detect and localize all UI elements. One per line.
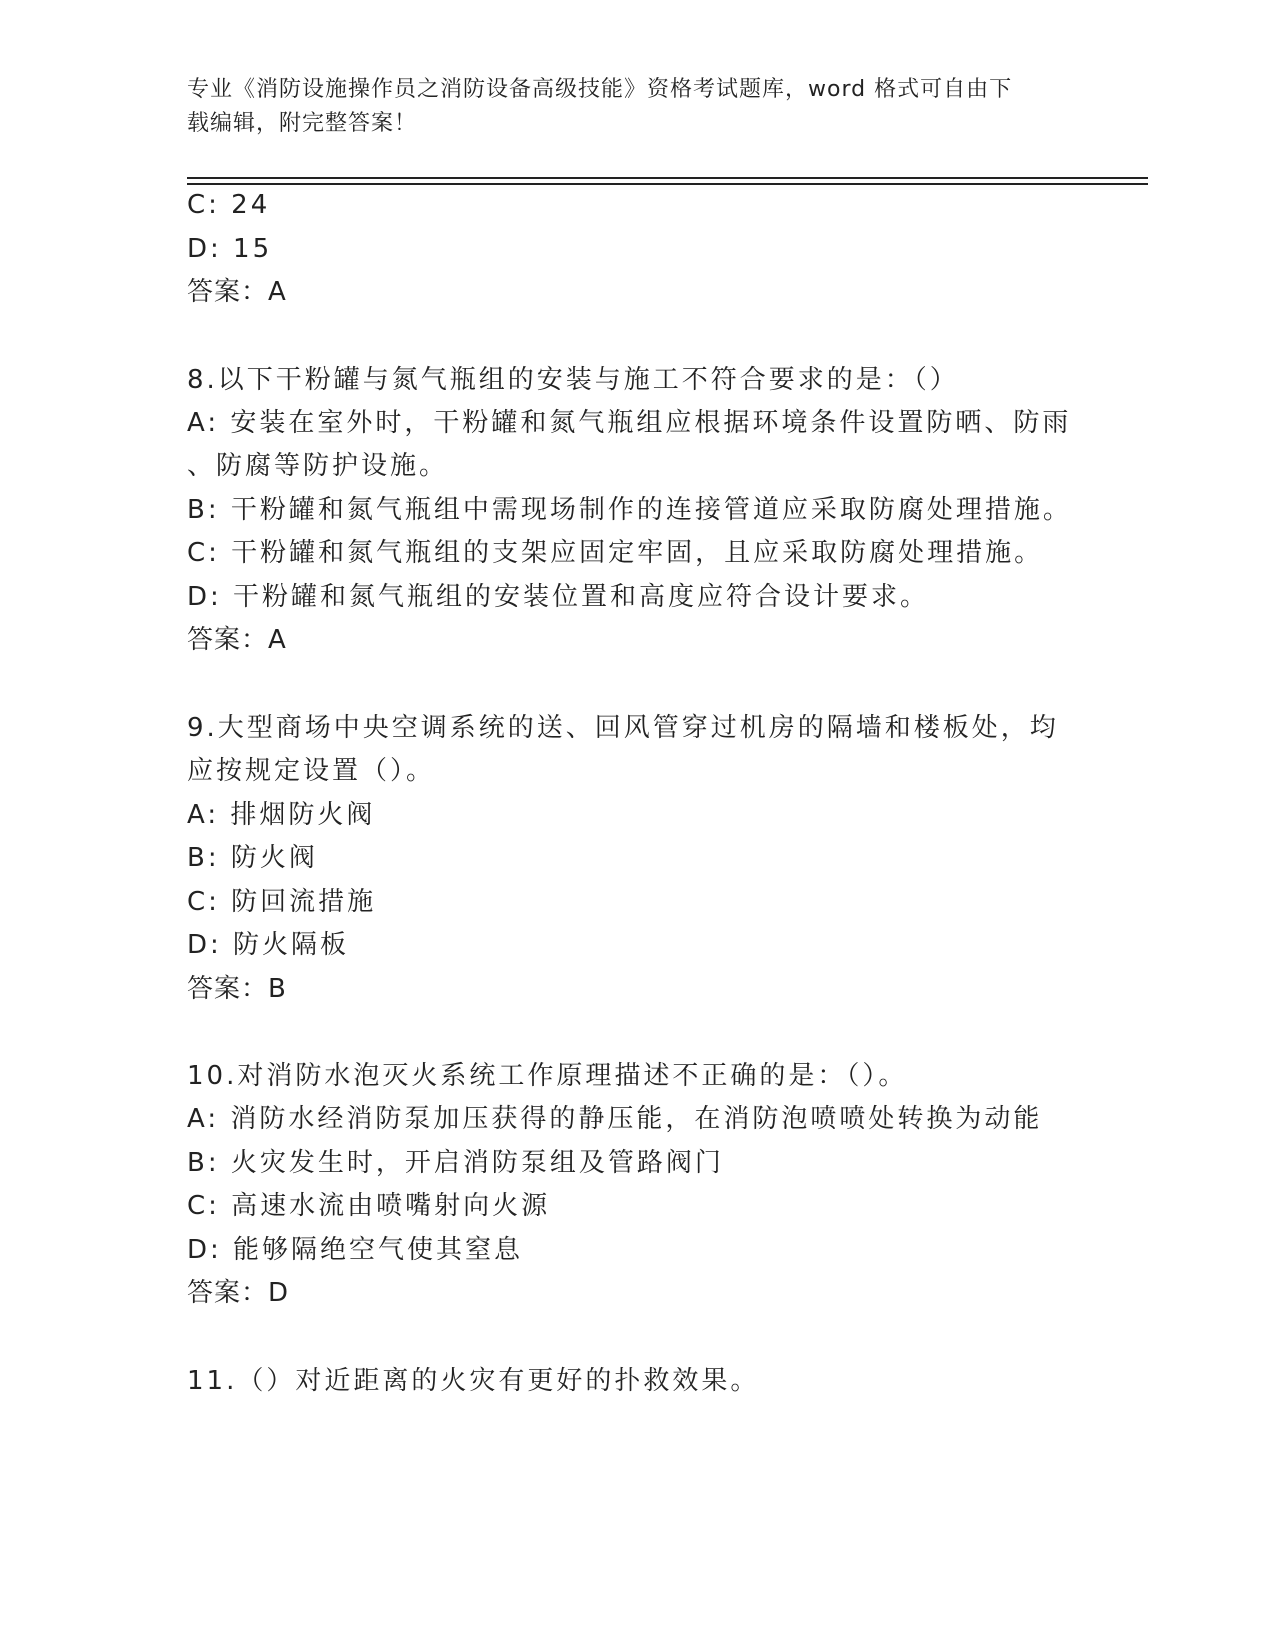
q10-option-c: C: 高速水流由喷嘴射向火源 <box>187 1191 551 1221</box>
q11-stem: 11.（）对近距离的火灾有更好的扑救效果。 <box>187 1366 760 1396</box>
q10-option-a: A: 消防水经消防泵加压获得的静压能，在消防泡喷喷处转换为动能 <box>187 1104 1043 1134</box>
q8-answer: 答案：A <box>187 625 287 655</box>
header-line-2: 载编辑，附完整答案！ <box>187 111 418 136</box>
q8-option-d: D: 干粉罐和氮气瓶组的安装位置和高度应符合设计要求。 <box>187 582 930 612</box>
q9-option-d: D: 防火隔板 <box>187 930 350 960</box>
prev-option-c: C: 24 <box>187 190 271 220</box>
q9-stem-line1: 9.大型商场中央空调系统的送、回风管穿过机房的隔墙和楼板处，均 <box>187 713 1059 743</box>
prev-answer: 答案：A <box>187 277 287 307</box>
q10-answer: 答案：D <box>187 1278 290 1308</box>
page-header <box>187 73 1087 141</box>
q8-option-c: C: 干粉罐和氮气瓶组的支架应固定牢固，且应采取防腐处理措施。 <box>187 538 1044 568</box>
prev-option-d: D: 15 <box>187 234 273 264</box>
q9-stem-line2: 应按规定设置（）。 <box>187 756 436 786</box>
q10-option-d: D: 能够隔绝空气使其窒息 <box>187 1235 524 1265</box>
q8-stem: 8.以下干粉罐与氮气瓶组的安装与施工不符合要求的是：（） <box>187 365 959 395</box>
q8-option-a-line2: 、防腐等防护设施。 <box>187 451 449 481</box>
header-divider-bottom <box>187 183 1148 185</box>
q10-stem: 10.对消防水泡灭火系统工作原理描述不正确的是：（）。 <box>187 1061 908 1091</box>
q8-option-a-line1: A: 安装在室外时，干粉罐和氮气瓶组应根据环境条件设置防晒、防雨 <box>187 408 1072 438</box>
q9-option-c: C: 防回流措施 <box>187 887 377 917</box>
q10-option-b: B: 火灾发生时，开启消防泵组及管路阀门 <box>187 1148 724 1178</box>
q9-option-a: A: 排烟防火阀 <box>187 800 376 830</box>
q9-answer: 答案：B <box>187 974 287 1004</box>
header-divider-top <box>187 177 1148 179</box>
q8-option-b: B: 干粉罐和氮气瓶组中需现场制作的连接管道应采取防腐处理措施。 <box>187 495 1072 525</box>
header-line-1: 专业《消防设施操作员之消防设备高级技能》资格考试题库，word 格式可自由下 <box>187 77 1013 102</box>
q9-option-b: B: 防火阀 <box>187 843 318 873</box>
